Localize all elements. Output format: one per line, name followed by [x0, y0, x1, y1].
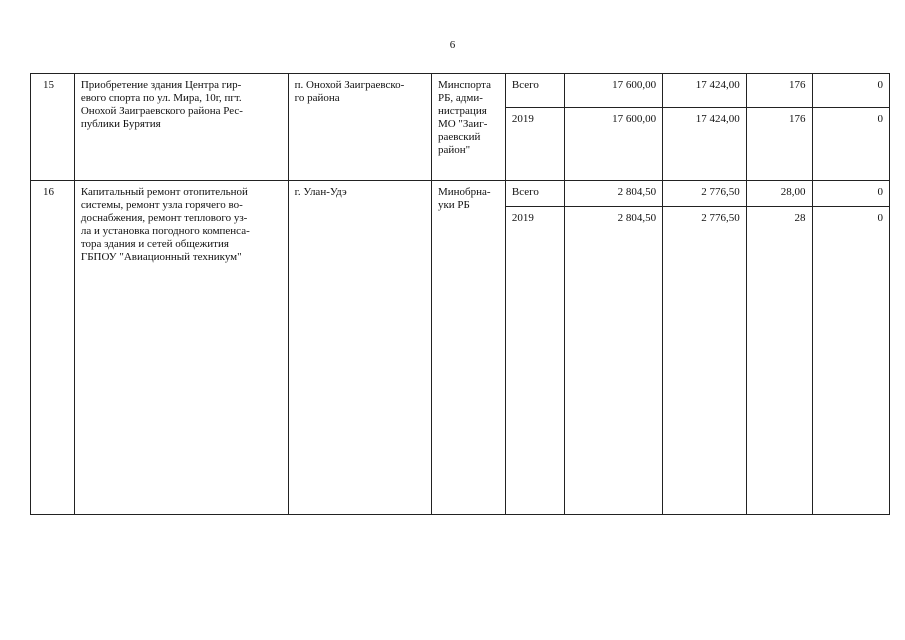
federal-amount: 17 424,00 [663, 74, 747, 108]
object-location: п. Онохой Заиграевско- го района [288, 74, 431, 181]
object-name: Капитальный ремонт отопительной системы, ремонт узла горячего во- доснабжения, ремонт теплового уз- ла и установка погодного компенса- тора здания и сетей общежития ГБПОУ "Авиационный техникум" [74, 181, 288, 515]
row-number: 16 [31, 181, 75, 515]
period-label: Всего [505, 181, 564, 207]
table-row [31, 74, 890, 108]
row-number: 15 [31, 74, 75, 181]
total-amount: 2 804,50 [564, 207, 662, 515]
total-amount: 17 600,00 [564, 74, 662, 108]
federal-amount: 2 776,50 [663, 181, 747, 207]
responsible-organization: Минспорта РБ, адми- нистрация МО "Заиг- раевский район" [431, 74, 505, 181]
local-amount: 0 [812, 74, 890, 108]
total-amount: 17 600,00 [564, 108, 662, 181]
responsible-organization: Минобрна- уки РБ [431, 181, 505, 515]
republic-amount: 176 [746, 74, 812, 108]
page-number: 6 [449, 39, 456, 51]
table-row [31, 181, 890, 207]
object-name: Приобретение здания Центра гир- евого спорта по ул. Мира, 10г, пгт. Онохой Заиграевского района Рес- публики Бурятия [74, 74, 288, 181]
republic-amount: 28,00 [746, 181, 812, 207]
republic-amount: 176 [746, 108, 812, 181]
federal-amount: 17 424,00 [663, 108, 747, 181]
local-amount: 0 [812, 108, 890, 181]
local-amount: 0 [812, 207, 890, 515]
period-label: 2019 [505, 207, 564, 515]
republic-amount: 28 [746, 207, 812, 515]
program-table [30, 73, 890, 515]
period-label: Всего [505, 74, 564, 108]
local-amount: 0 [812, 181, 890, 207]
total-amount: 2 804,50 [564, 181, 662, 207]
object-location: г. Улан-Удэ [288, 181, 431, 515]
federal-amount: 2 776,50 [663, 207, 747, 515]
period-label: 2019 [505, 108, 564, 181]
